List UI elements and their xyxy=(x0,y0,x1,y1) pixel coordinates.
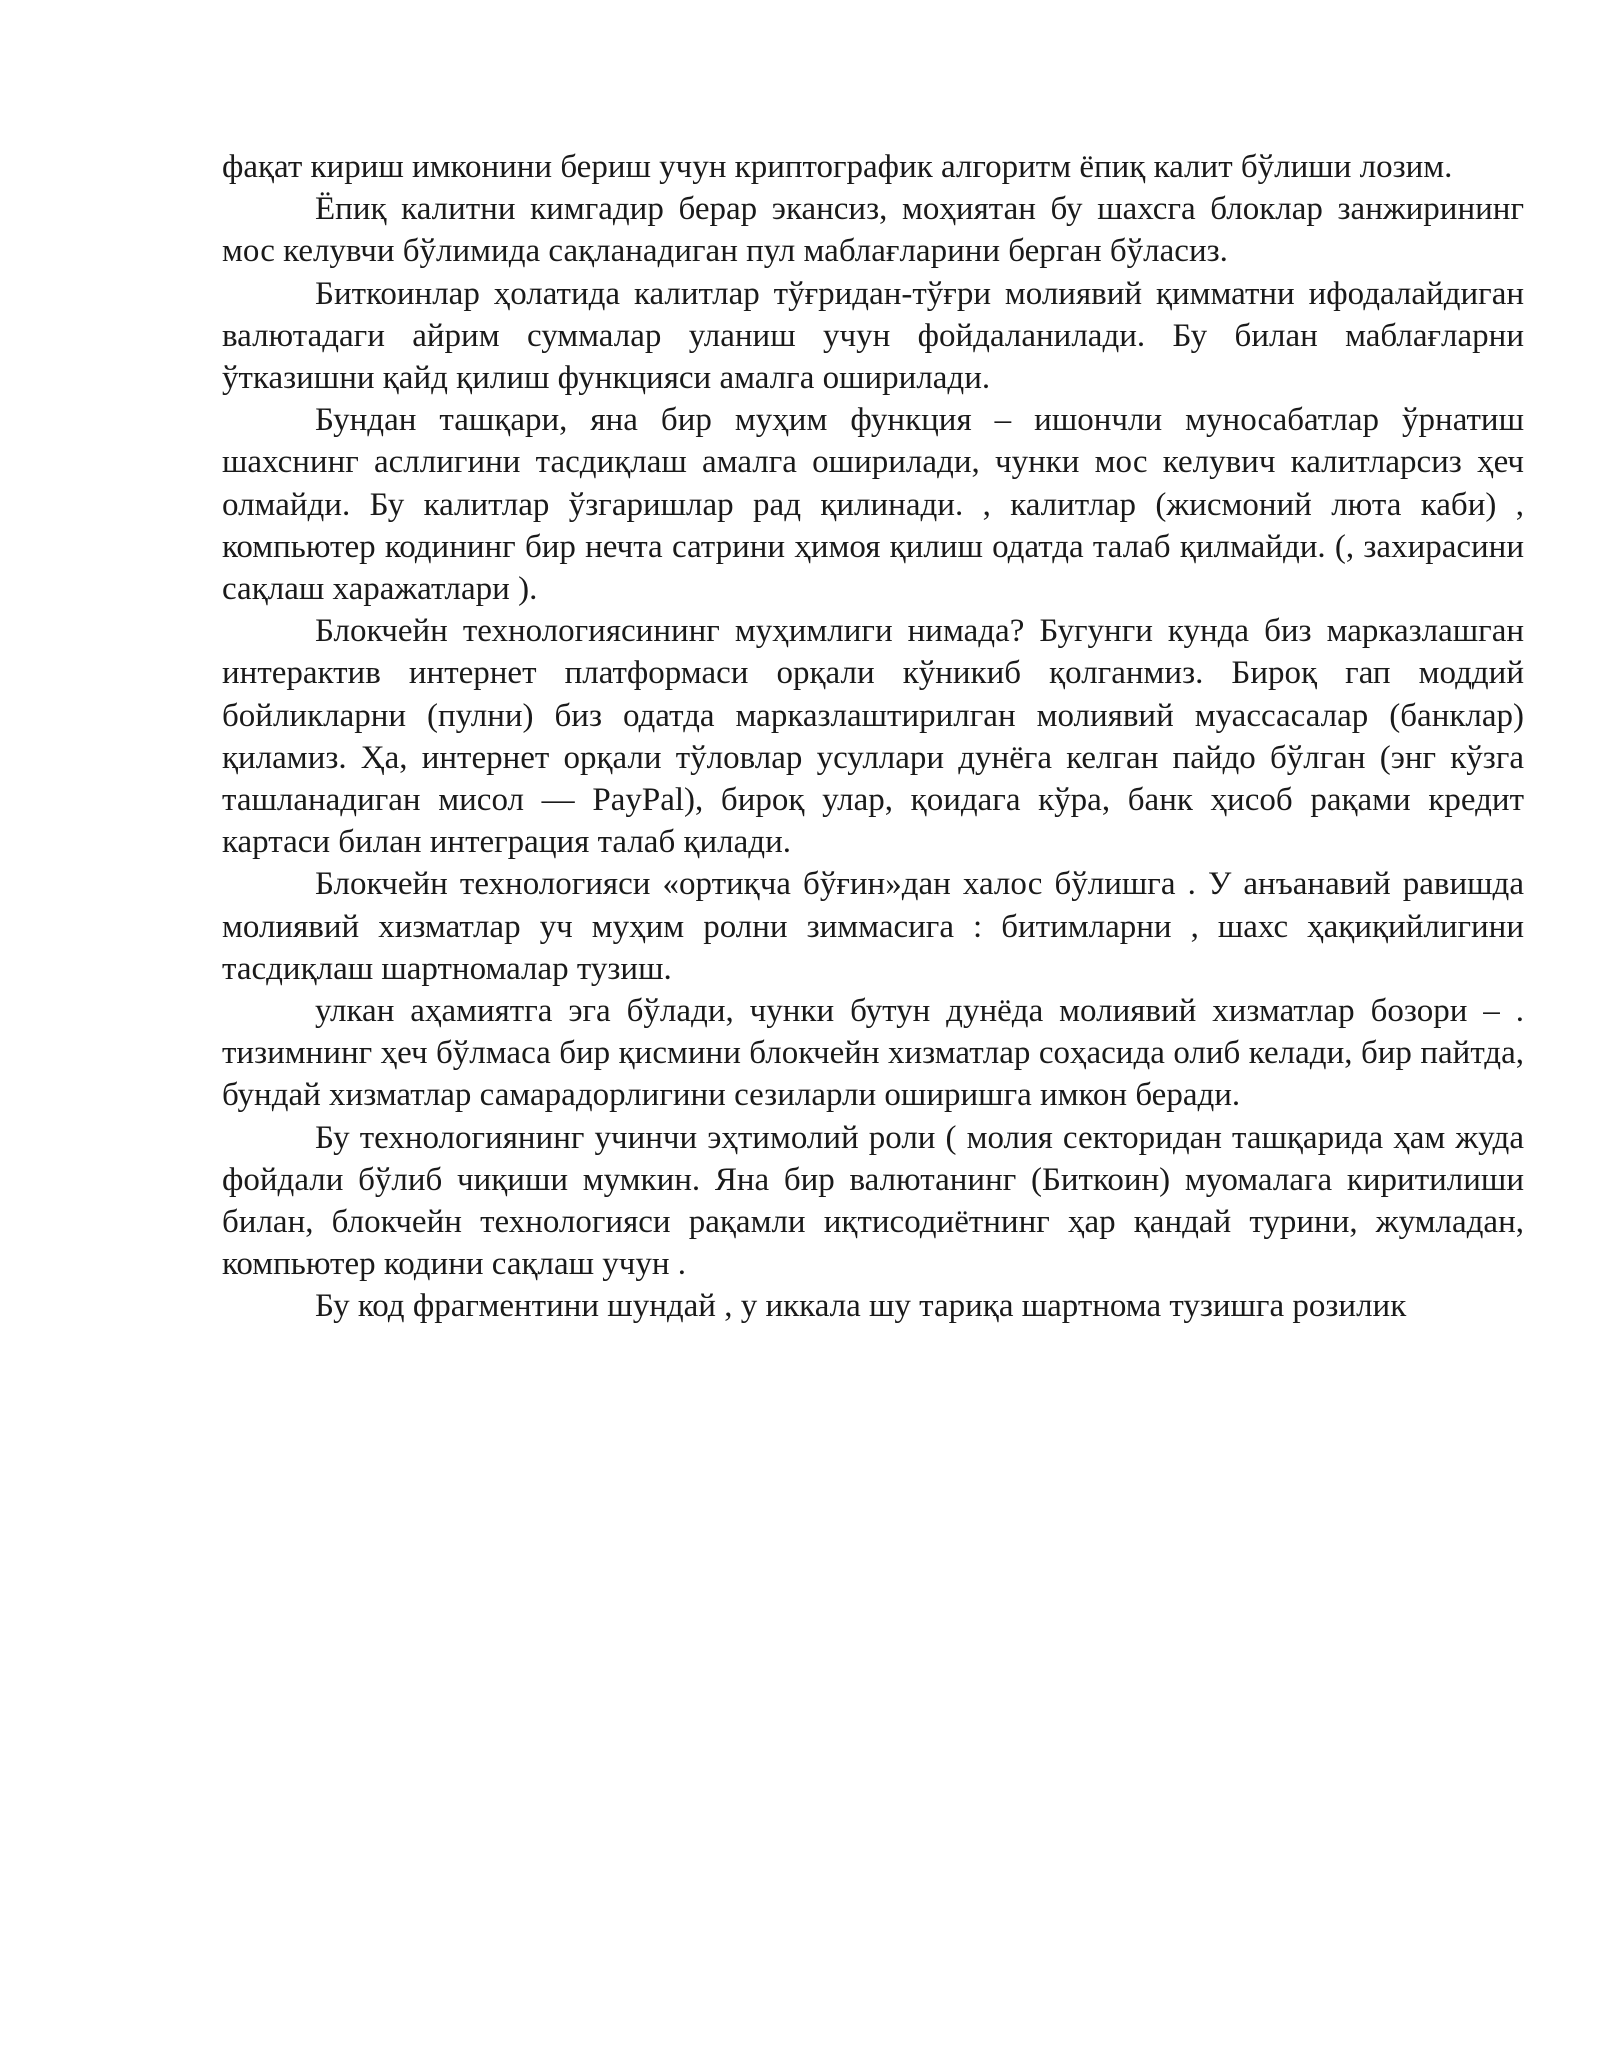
paragraph-continuation: фақат кириш имконини бериш учун криптографик алгоритм ёпиқ калит бўлиши лозим. xyxy=(222,149,1453,185)
paragraph: Ёпиқ калитни кимгадир берар экансиз, моҳиятан бу шахсга блоклар занжирининг мос келувчи бўлимида сақланадиган пул маблағларини берган бўласиз. xyxy=(222,191,1524,270)
paragraph: Бундан ташқари, яна бир муҳим функция – ишончли муносабатлар ўрнатиш шахснинг асллигини тасдиқлаш амалга оширилади, чунки мос келувич калитларсиз ҳеч олмайди. Бу калитлар ўзгаришлар рад қилинади. , калитлар (жисмоний люта каби) , компьютер кодининг бир нечта сатрини ҳимоя қилиш одатда талаб қилмайди. (, захирасини сақлаш харажатлари ). xyxy=(222,402,1524,608)
document-body xyxy=(222,146,1524,1328)
paragraph: Блокчейн технологиясининг муҳимлиги нимада? Бугунги кунда биз марказлашган интерактив интернет платформаси орқали кўникиб қолганмиз. Бироқ гап моддий бойликларни (пулни) биз одатда марказлаштирилган молиявий муассасалар (банклар) қиламиз. Ҳа, интернет орқали тўловлар усуллари дунёга келган пайдо бўлган (энг кўзга ташланадиган мисол — PayPal), бироқ улар, қоидага кўра, банк ҳисоб рақами кредит картаси билан интеграция талаб қилади. xyxy=(222,613,1524,861)
paragraph: Бу код фрагментини шундай , у иккала шу тариқа шартнома тузишга розилик xyxy=(315,1288,1407,1325)
paragraph: Бу технологиянинг учинчи эҳтимолий роли ( молия секторидан ташқарида ҳам жуда фойдали бўлиб чиқиши мумкин. Яна бир валютанинг (Биткоин) муомалага киритилиши билан, блокчейн технологияси рақамли иқтисодиётнинг ҳар қандай турини, жумладан, компьютер кодини сақлаш учун . xyxy=(222,1119,1524,1283)
paragraph: Биткоинлар ҳолатида калитлар тўғридан-тўғри молиявий қимматни ифодалайдиган валютадаги айрим суммалар уланиш учун фойдаланилади. Бу билан маблағларни ўтказишни қайд қилиш функцияси амалга оширилади. xyxy=(222,275,1524,397)
paragraph: улкан аҳамиятга эга бўлади, чунки бутун дунёда молиявий хизматлар бозори – . тизимнинг ҳеч бўлмаса бир қисмини блокчейн хизматлар соҳасида олиб келади, бир пайтда, бундай хизматлар самарадорлигини сезиларли оширишга имкон беради. xyxy=(222,993,1524,1114)
paragraph: Блокчейн технологияси «ортиқча бўғин»дан халос бўлишга . У анъанавий равишда молиявий хизматлар уч муҳим ролни зиммасига : битимларни , шахс ҳақиқийлигини тасдиқлаш шартномалар тузиш. xyxy=(222,866,1524,987)
